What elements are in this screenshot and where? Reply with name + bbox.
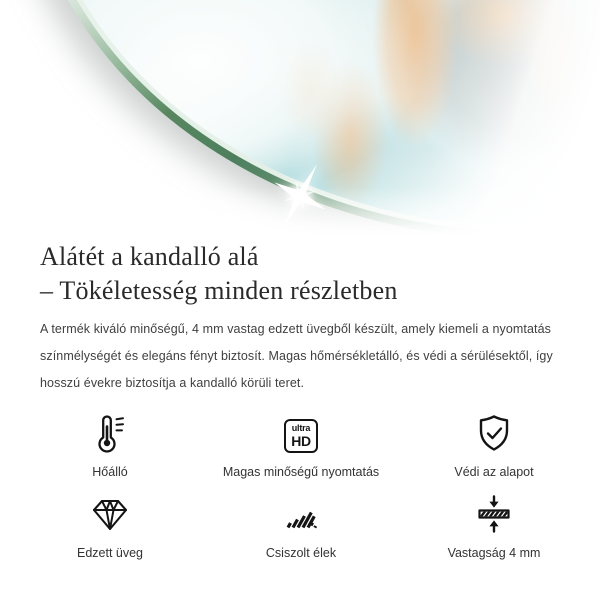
product-description	[40, 316, 560, 397]
ultra-hd-badge-icon	[284, 409, 318, 453]
feature-high-quality-print	[200, 409, 402, 480]
description-line: A termék kiváló minőségű, 4 mm vastag edzett üvegből készült, amely kiemeli a nyomtatás	[40, 322, 552, 336]
feature-thickness	[402, 490, 586, 561]
ultra-hd-text-bottom: HD	[291, 433, 311, 449]
description-line: hosszú évekre biztosítja a kandalló körüli teret.	[40, 376, 305, 390]
feature-label: Edzett üveg	[76, 546, 143, 560]
feature-polished-edges	[200, 490, 402, 561]
feature-grid	[20, 409, 600, 561]
feature-label: Hőálló	[92, 465, 128, 479]
polished-edges-icon	[280, 490, 322, 534]
feature-protects-base	[402, 409, 586, 480]
title-line-1: Alátét a kandalló alá	[40, 242, 259, 271]
feature-label: Csiszolt élek	[265, 546, 337, 560]
ultra-hd-text-top: ultra	[291, 423, 311, 433]
title-line-2: – Tökéletesség minden részletben	[40, 276, 398, 305]
shield-check-icon	[474, 409, 514, 453]
product-image	[0, 0, 600, 234]
diamond-icon	[89, 490, 131, 534]
product-info-section	[0, 240, 600, 397]
thermometer-heat-icon	[90, 409, 130, 453]
feature-tempered-glass	[20, 490, 200, 561]
sparkle-glint-icon	[263, 159, 337, 233]
feature-label: Védi az alapot	[454, 465, 534, 479]
feature-heat-resistant	[20, 409, 200, 480]
description-line: színmélységét és elegáns fényt biztosít. Magas hőmérsékletálló, és védi a sérülésektől, így	[40, 349, 553, 363]
feature-label: Magas minőségű nyomtatás	[222, 465, 380, 479]
ultra-hd-box	[284, 419, 318, 453]
page-title	[40, 240, 560, 308]
compressed-thickness-icon	[474, 490, 514, 534]
feature-label: Vastagság 4 mm	[447, 546, 541, 560]
